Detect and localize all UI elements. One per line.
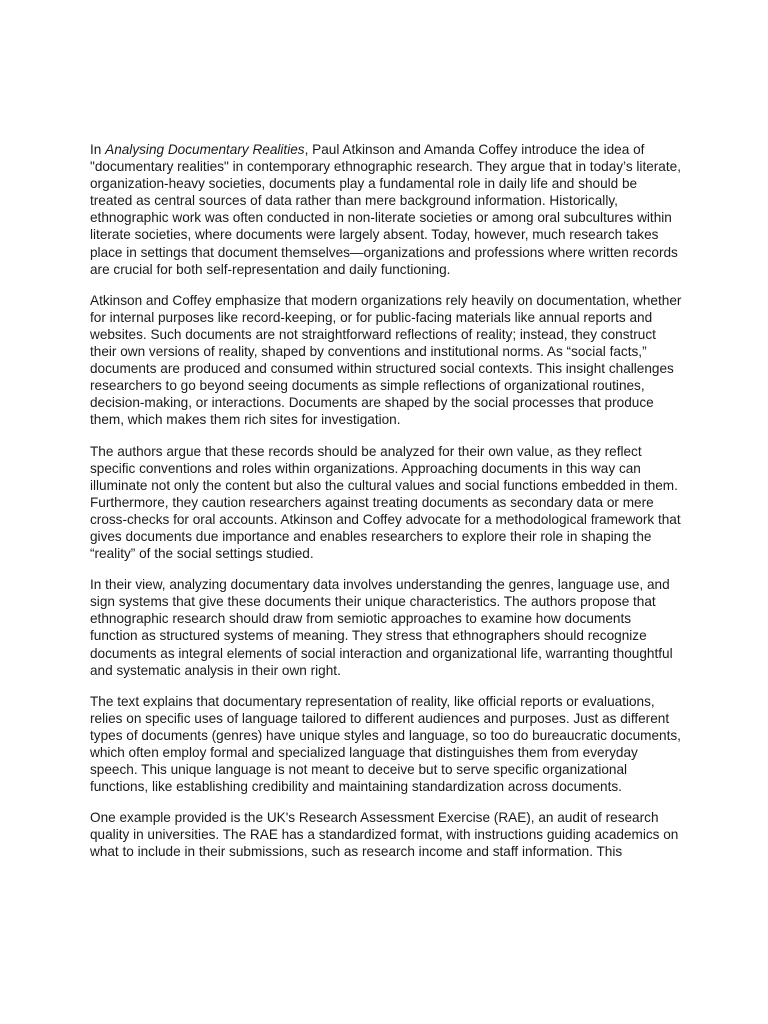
document-body — [90, 141, 682, 875]
book-title: Analysing Documentary Realities — [105, 142, 305, 157]
paragraph-4: In their view, analyzing documentary data involves understanding the genres, language use, and sign systems that give these documents their unique characteristics. The authors propose that ethnographic research should draw from semiotic approaches to examine how documents function as structured systems of meaning. They stress that ethnographers should recognize documents as integral elements of social interaction and organizational life, warranting thoughtful and systematic analysis in their own right. — [90, 577, 673, 678]
paragraph-1-text: , Paul Atkinson and Amanda Coffey introduce the idea of "documentary realities" in contemporary ethnographic research. They argue that in today’s literate, organization-heavy societies, documents play a fundamental role in daily life and should be treated as central sources of data rather than mere background information. Historically, ethnographic work was often conducted in non-literate societies or among oral subcultures within literate societies, where documents were largely absent. Today, however, much research takes place in settings that document themselves—organizations and professions where written records are crucial for both self-representation and daily functioning. — [90, 142, 681, 277]
paragraph-5: The text explains that documentary representation of reality, like official reports or evaluations, relies on specific uses of language tailored to different audiences and purposes. Just as different types of documents (genres) have unique styles and language, so too do bureaucratic documents, which often employ formal and specialized language that distinguishes them from everyday speech. This unique language is not meant to deceive but to serve specific organizational functions, like establishing credibility and maintaining standardization across documents. — [90, 693, 681, 795]
paragraph-2: Atkinson and Coffey emphasize that modern organizations rely heavily on documentation, whether for internal purposes like record-keeping, or for public-facing materials like annual reports and websites. Such documents are not straightforward reflections of reality; instead, they construct their own versions of reality, shaped by conventions and institutional norms. As “social facts,” documents are produced and consumed within structured social contexts. This insight challenges researchers to go beyond seeing documents as simple reflections of organizational routines, decision-making, or interactions. Documents are shaped by the social processes that produce them, which makes them rich sites for investigation. — [90, 292, 682, 428]
paragraph-3: The authors argue that these records should be analyzed for their own value, as they reflect specific conventions and roles within organizations. Approaching documents in this way can illuminate not only the content but also the cultural values and social functions embedded in them. Furthermore, they caution researchers against treating documents as secondary data or mere cross-checks for oral accounts. Atkinson and Coffey advocate for a methodological framework that gives documents due importance and enables researchers to explore their role in shaping the “reality” of the social settings studied. — [90, 443, 681, 562]
paragraph-1-intro: In — [90, 142, 106, 157]
paragraph-1 — [90, 141, 682, 278]
paragraph-6: One example provided is the UK's Research Assessment Exercise (RAE), an audit of research quality in universities. The RAE has a standardized format, with instructions guiding academics on what to include in their submissions, such as research income and staff information. This — [90, 810, 679, 860]
